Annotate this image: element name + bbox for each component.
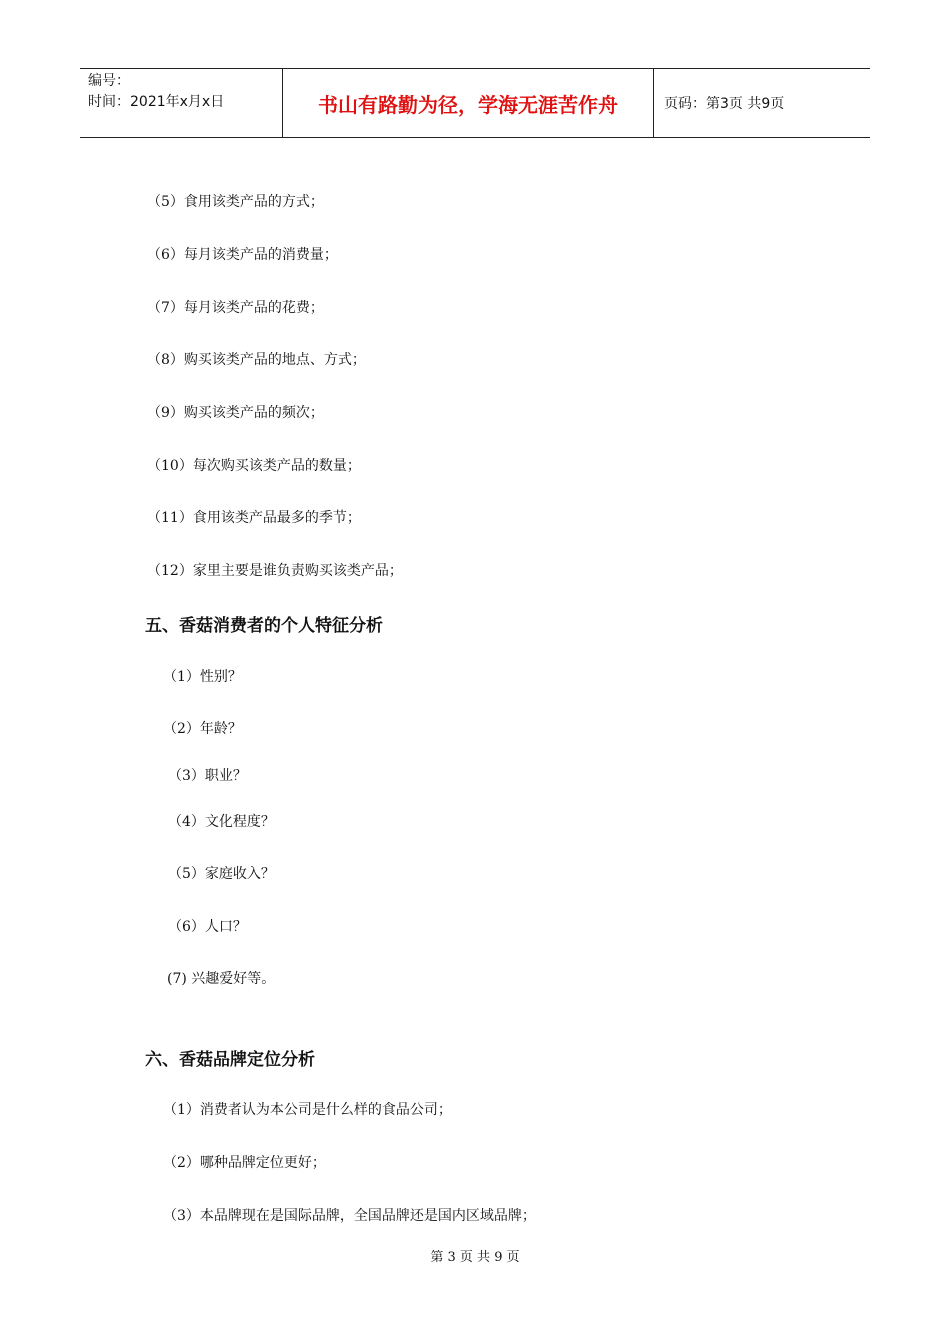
header-meta <box>80 69 282 137</box>
list-item: （2）哪种品牌定位更好； <box>163 1155 326 1171</box>
list-item: （9）购买该类产品的频次； <box>147 405 324 421</box>
list-item: （6）人口？ <box>168 919 247 935</box>
list-item: （11）食用该类产品最多的季节； <box>147 510 361 526</box>
list-item: (7) 兴趣爱好等。 <box>167 971 276 987</box>
section-heading: 五、香菇消费者的个人特征分析 <box>145 616 383 636</box>
list-item: （5）食用该类产品的方式； <box>147 194 324 210</box>
list-item: （1）消费者认为本公司是什么样的食品公司； <box>163 1102 452 1118</box>
list-item: （8）购买该类产品的地点、方式； <box>147 352 366 368</box>
list-item: （6）每月该类产品的消费量； <box>147 247 338 263</box>
section-heading: 六、香菇品牌定位分析 <box>145 1050 315 1070</box>
header-motto: 书山有路勤为径，学海无涯苦作舟 <box>282 69 654 137</box>
list-item: （5）家庭收入？ <box>168 866 275 882</box>
page-footer: 第 3 页 共 9 页 <box>430 1250 520 1265</box>
list-item: （10）每次购买该类产品的数量； <box>147 458 361 474</box>
time-label: 时间：2021年x月x日 <box>88 94 225 110</box>
list-item: （1）性别？ <box>163 669 242 685</box>
number-label: 编号： <box>88 73 130 89</box>
list-item: （2）年龄？ <box>163 721 242 737</box>
list-item: （3）本品牌现在是国际品牌，全国品牌还是国内区域品牌； <box>163 1208 536 1224</box>
list-item: （4）文化程度？ <box>168 814 275 830</box>
page-header <box>80 68 870 138</box>
list-item: （7）每月该类产品的花费； <box>147 300 324 316</box>
list-item: （3）职业？ <box>168 768 247 784</box>
header-page-label: 页码：第3页 共9页 <box>664 96 785 112</box>
list-item: （12）家里主要是谁负责购买该类产品； <box>147 563 403 579</box>
